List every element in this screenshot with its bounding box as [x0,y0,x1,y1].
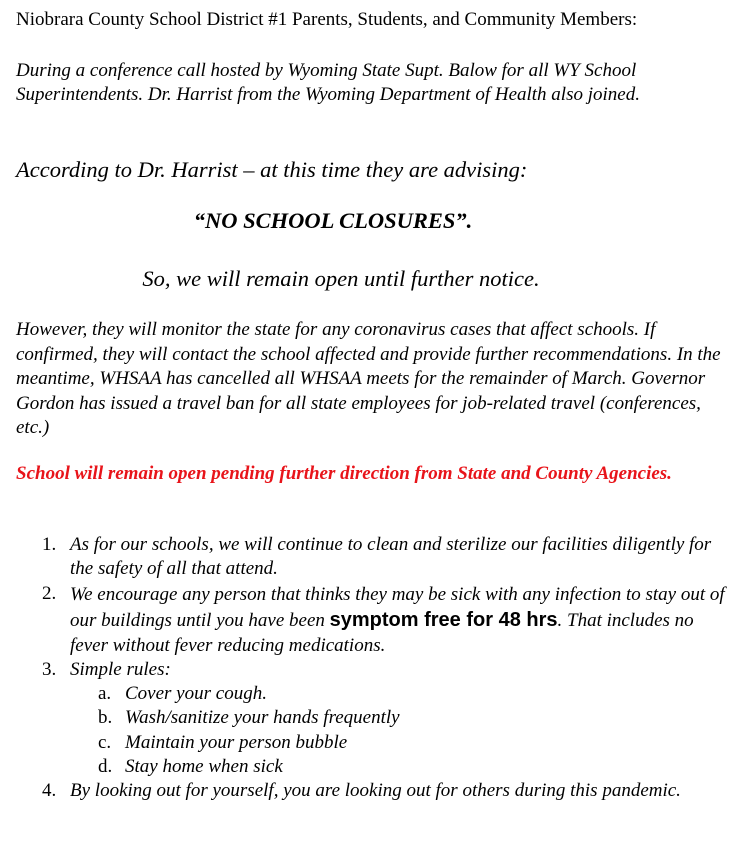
symptom-free-emphasis: symptom free for 48 hrs [329,608,558,631]
sub-list-item [0,706,748,730]
list-number: 3. [42,658,57,680]
sub-list-letter: c. [98,731,112,753]
list-item-text: As for our schools, we will continue to clean and sterilize our facilities diligently for the safety of all that attend. [70,534,712,580]
advising-line: According to Dr. Harrist – at this time they are advising: [16,157,528,182]
list-item [0,779,730,803]
sub-list-item [0,755,748,779]
no-school-closures-headline: “NO SCHOOL CLOSURES”. [193,208,473,233]
greeting-line: Niobrara County School District #1 Parents, Students, and Community Members: [16,9,638,30]
list-number: 1. [42,534,57,555]
list-item-text: We encourage any person that thinks they may be sick with any infection to stay out of our buildings until you have been [70,583,725,631]
list-item-text: By looking out for yourself, you are looking out for others during this pandemic. [70,780,681,802]
sub-list-text: Stay home when sick [125,756,283,778]
list-item [0,582,730,658]
sub-list-text: Cover your cough. [125,683,267,705]
sub-list-text: Wash/sanitize your hands frequently [125,707,400,729]
sub-list-letter: b. [98,707,113,729]
sub-list-text: Maintain your person bubble [125,731,348,753]
list-item-text-continued: . That includes no fever without fever reducing medications. [70,609,694,656]
list-number: 4. [42,780,57,802]
sub-list-item [0,682,748,706]
sub-list-letter: a. [98,683,112,705]
monitoring-paragraph: However, they will monitor the state for any coronavirus cases that affect schools. If confirmed, they will contact the school affected and provide further recommendations. In the meantime, WHSAA has cancelled all WHSAA meets for the remainder of March. Governor Gordon has issued a travel ban for all state employees for job-related travel (conferences, etc.) [16,319,721,439]
intro-paragraph: During a conference call hosted by Wyoming State Supt. Balow for all WY School Superintendents. Dr. Harrist from the Wyoming Department of Health also joined. [16,60,640,105]
sub-list-letter: d. [98,756,113,778]
list-item-text: Simple rules: [70,658,171,680]
list-item [0,533,730,582]
open-pending-notice: School will remain open pending further direction from State and County Agencies. [16,463,672,484]
list-item [0,658,730,682]
remain-open-line: So, we will remain open until further notice. [142,266,540,291]
list-number: 2. [42,582,57,604]
guidance-list [0,533,748,804]
sub-list-item [0,731,748,755]
